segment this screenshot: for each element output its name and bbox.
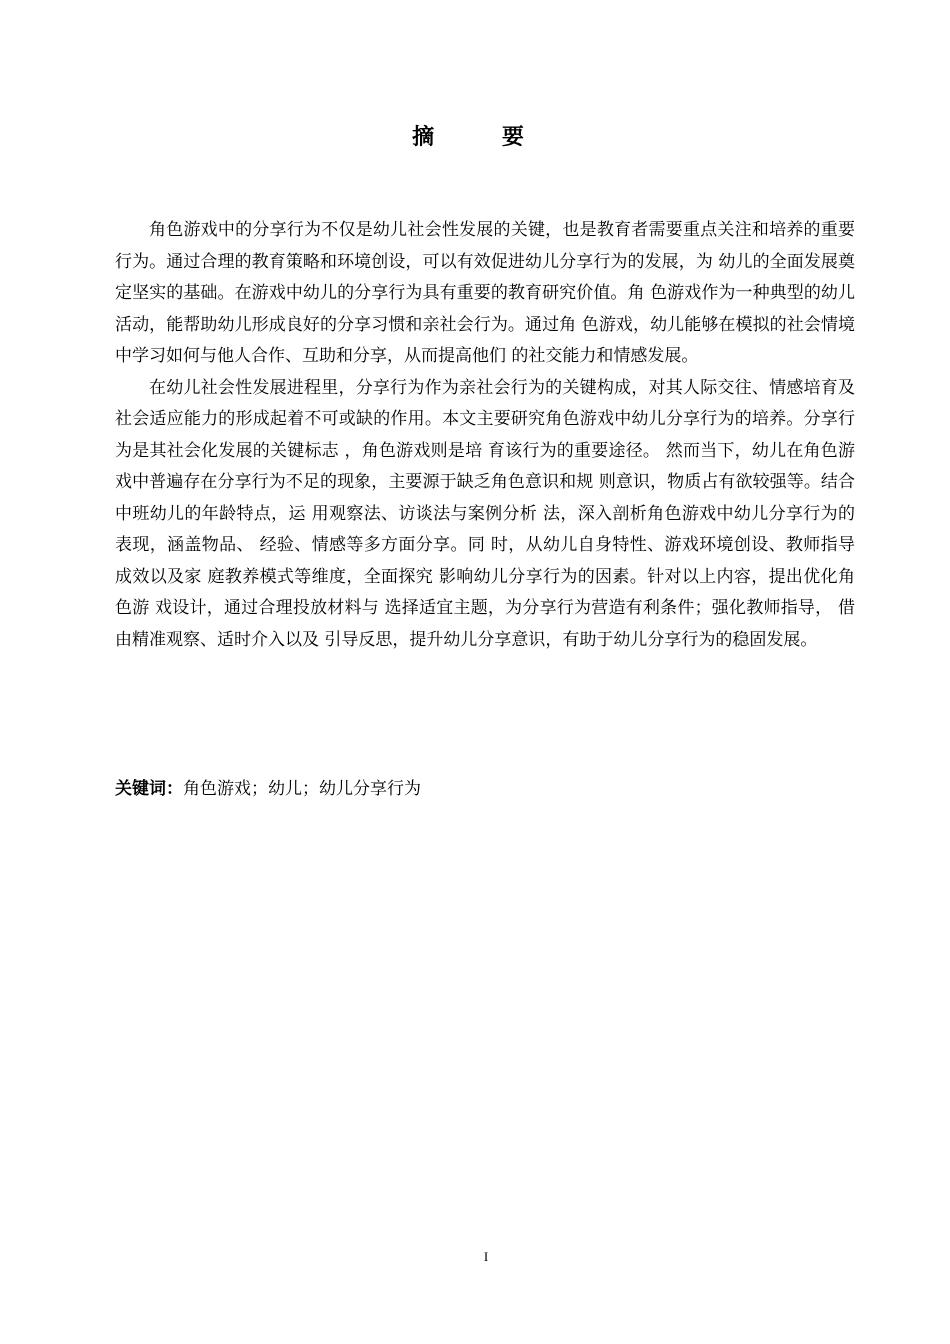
- keywords-line: [115, 776, 855, 802]
- keywords-value: 角色游戏；幼儿；幼儿分享行为: [183, 779, 421, 799]
- page-number: I: [483, 1249, 489, 1264]
- keywords-label: 关键词：: [115, 779, 183, 799]
- abstract-title: 摘 要: [412, 125, 554, 150]
- abstract-paragraph-1: 角色游戏中的分享行为不仅是幼儿社会性发展的关键，也是教育者需要重点关注和培养的重要行为。通过合理的教育策略和环境创设，可以有效促进幼儿分享行为的发展，为 幼儿的全面发展奠定坚实的基础。在游戏中幼儿的分享行为具有重要的教育研究价值。角 色游戏作为一种典型的幼儿活动，能帮助幼儿形成良好的分享习惯和亲社会行为。通过角 色游戏，幼儿能够在模拟的社会情境中学习如何与他人合作、互助和分享，从而提高他们 的社交能力和情感发展。: [115, 220, 855, 366]
- abstract-paragraph-2: 在幼儿社会性发展进程里，分享行为作为亲社会行为的关键构成，对其人际交往、情感培育及社会适应能力的形成起着不可或缺的作用。本文主要研究角色游戏中幼儿分享行为的培养。分享行为是其社会化发展的关键标志 ，角色游戏则是培 育该行为的重要途径。 然而当下，幼儿在角色游戏中普遍存在分享行为不足的现象，主要源于缺乏角色意识和规 则意识，物质占有欲较强等。结合中班幼儿的年龄特点，运 用观察法、访谈法与案例分析 法，深入剖析角色游戏中幼儿分享行为的表现，涵盖物品、 经验、情感等多方面分享。同 时，从幼儿自身特性、游戏环境创设、教师指导成效以及家 庭教养模式等维度，全面探究 影响幼儿分享行为的因素。针对以上内容，提出优化角色游 戏设计，通过合理投放材料与 选择适宜主题，为分享行为营造有利条件；强化教师指导， 借由精准观察、适时介入以及 引导反思，提升幼儿分享意识，有助于幼儿分享行为的稳固发展。: [115, 377, 855, 650]
- abstract-body: [115, 215, 855, 656]
